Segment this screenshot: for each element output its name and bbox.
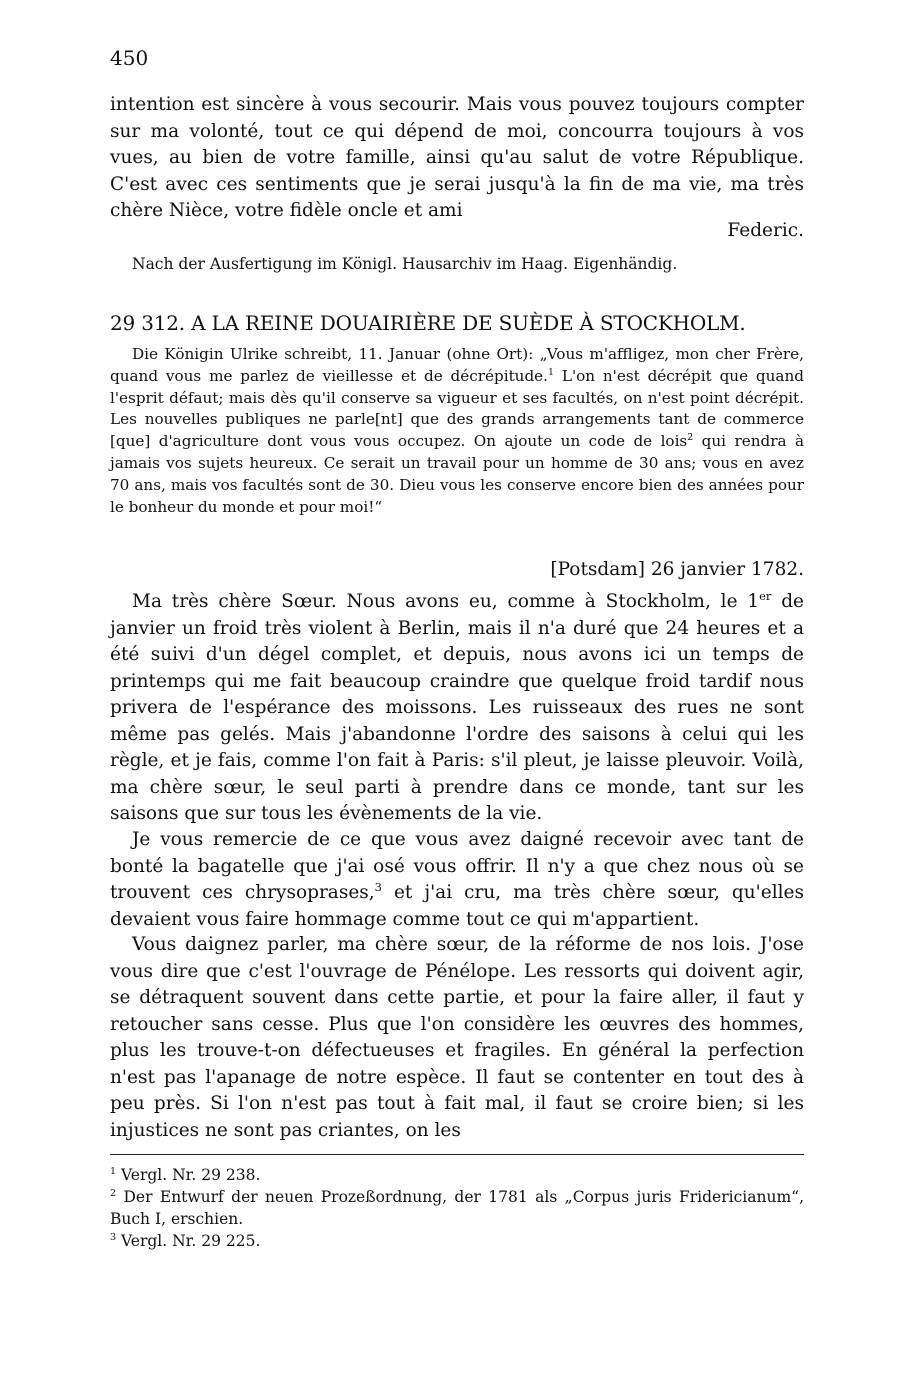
summary-text: qui rendra à jamais vos sujets heureux. Ce serait un travail pour un homme de 30 ans; vous en avez 70 ans, mais vos facultés sont de 30. Dieu vous les conserve encore bien des années pour le bonheur du monde et pour moi!“ [110,432,804,516]
footnote-marker: 1 [110,1165,117,1177]
footnote-ref: 1 [548,366,554,378]
footnote-ref: 3 [374,879,382,894]
paragraph-text: et j'ai cru, ma très chère sœur, qu'elles devaient vous faire hommage comme tout ce qui m'appartient. [110,882,804,930]
footnote-marker: 3 [110,1231,117,1243]
footnote-divider [110,1154,804,1155]
source-note: Nach der Ausfertigung im Königl. Hausarchiv im Haag. Eigenhändig. [132,255,678,273]
paragraph-text: Je vous remercie de ce que vous avez daigné recevoir avec tant de bonté la bagatelle que j'ai osé vous offrir. Il n'y a que chez nous où se trouvent ces chrysoprases, [110,829,804,903]
dateline: [Potsdam] 26 janvier 1782. [550,559,804,580]
footnote [110,1230,804,1252]
footnote [110,1186,804,1230]
footnote-ref: 2 [687,432,694,444]
footnote-marker: 2 [110,1187,117,1199]
body-paragraph [110,589,804,828]
footnotes [110,1164,804,1252]
summary-text: L'on n'est décrépit que quand l'esprit défaut; mais dès qu'il conserve sa vigueur et ses facultés, on n'est point décrépit. Les nouvelles publiques ne parle[nt] que des grands arrangements tant de commerce [que] d'agriculture dont vous vous occupez. On ajoute un code de lois [110,366,804,451]
letter-summary [110,344,804,518]
body-paragraph [110,827,804,933]
letter-heading: 29 312. A LA REINE DOUAIRIÈRE DE SUÈDE À STOCKHOLM. [110,311,746,335]
document-page [110,0,804,1392]
letter-end-paragraph: intention est sincère à vous secourir. Mais vous pouvez toujours compter sur ma volonté, tout ce qui dépend de moi, concourra toujours à vos vues, au bien de votre famille, ainsi qu'au salut de votre République. C'est avec ces sentiments que je serai jusqu'à la fin de ma vie, ma très chère Nièce, votre fidèle oncle et ami [110,94,804,221]
ordinal-suffix: er [759,588,772,603]
footnote [110,1164,804,1186]
summary-text: Die Königin Ulrike schreibt, 11. Januar (ohne Ort): „Vous m'affligez, mon cher Frère, quand vous me parlez de vieillesse et de décrépitude. [110,345,804,385]
signature: Federic. [727,220,804,241]
paragraph-text: de janvier un froid très violent à Berlin, mais il n'a duré que 24 heures et a été suivi d'un dégel complet, et depuis, nous avons ici un temps de printemps qui me fait beaucoup craindre que quelque froid tardif nous privera de l'espérance des moissons. Les ruisseaux des rues ne sont même pas gelés. Mais j'abandonne l'ordre des saisons à celui qui les règle, et je fais, comme l'on fait à Paris: s'il pleut, je laisse pleuvoir. Voilà, ma chère sœur, le seul parti à prendre dans ce monde, tant sur les saisons que sur tous les évènements de la vie. [110,591,804,824]
body-paragraph: Vous daignez parler, ma chère sœur, de la réforme de nos lois. J'ose vous dire que c'est l'ouvrage de Pénélope. Les ressorts qui doivent agir, se détraquent souvent dans cette partie, et pour la faire aller, il faut y retoucher sans cesse. Plus que l'on considère les œuvres des hommes, plus les trouve-t-on défectueuses et fragiles. En général la perfection n'est pas l'apanage de notre espèce. Il faut se contenter en tout des à peu près. Si l'on n'est pas tout à fait mal, il faut se croire bien; si les injustices ne sont pas criantes, on les [110,934,804,1141]
paragraph-text: Ma très chère Sœur. Nous avons eu, comme à Stockholm, le 1 [132,591,760,612]
footnote-text: Der Entwurf der neuen Prozeßordnung, der 1781 als „Corpus juris Fridericianum“, Buch I, erschien. [110,1188,804,1228]
page-number: 450 [110,46,149,70]
footnote-text: Vergl. Nr. 29 225. [116,1232,261,1250]
footnote-text: Vergl. Nr. 29 238. [116,1166,261,1184]
